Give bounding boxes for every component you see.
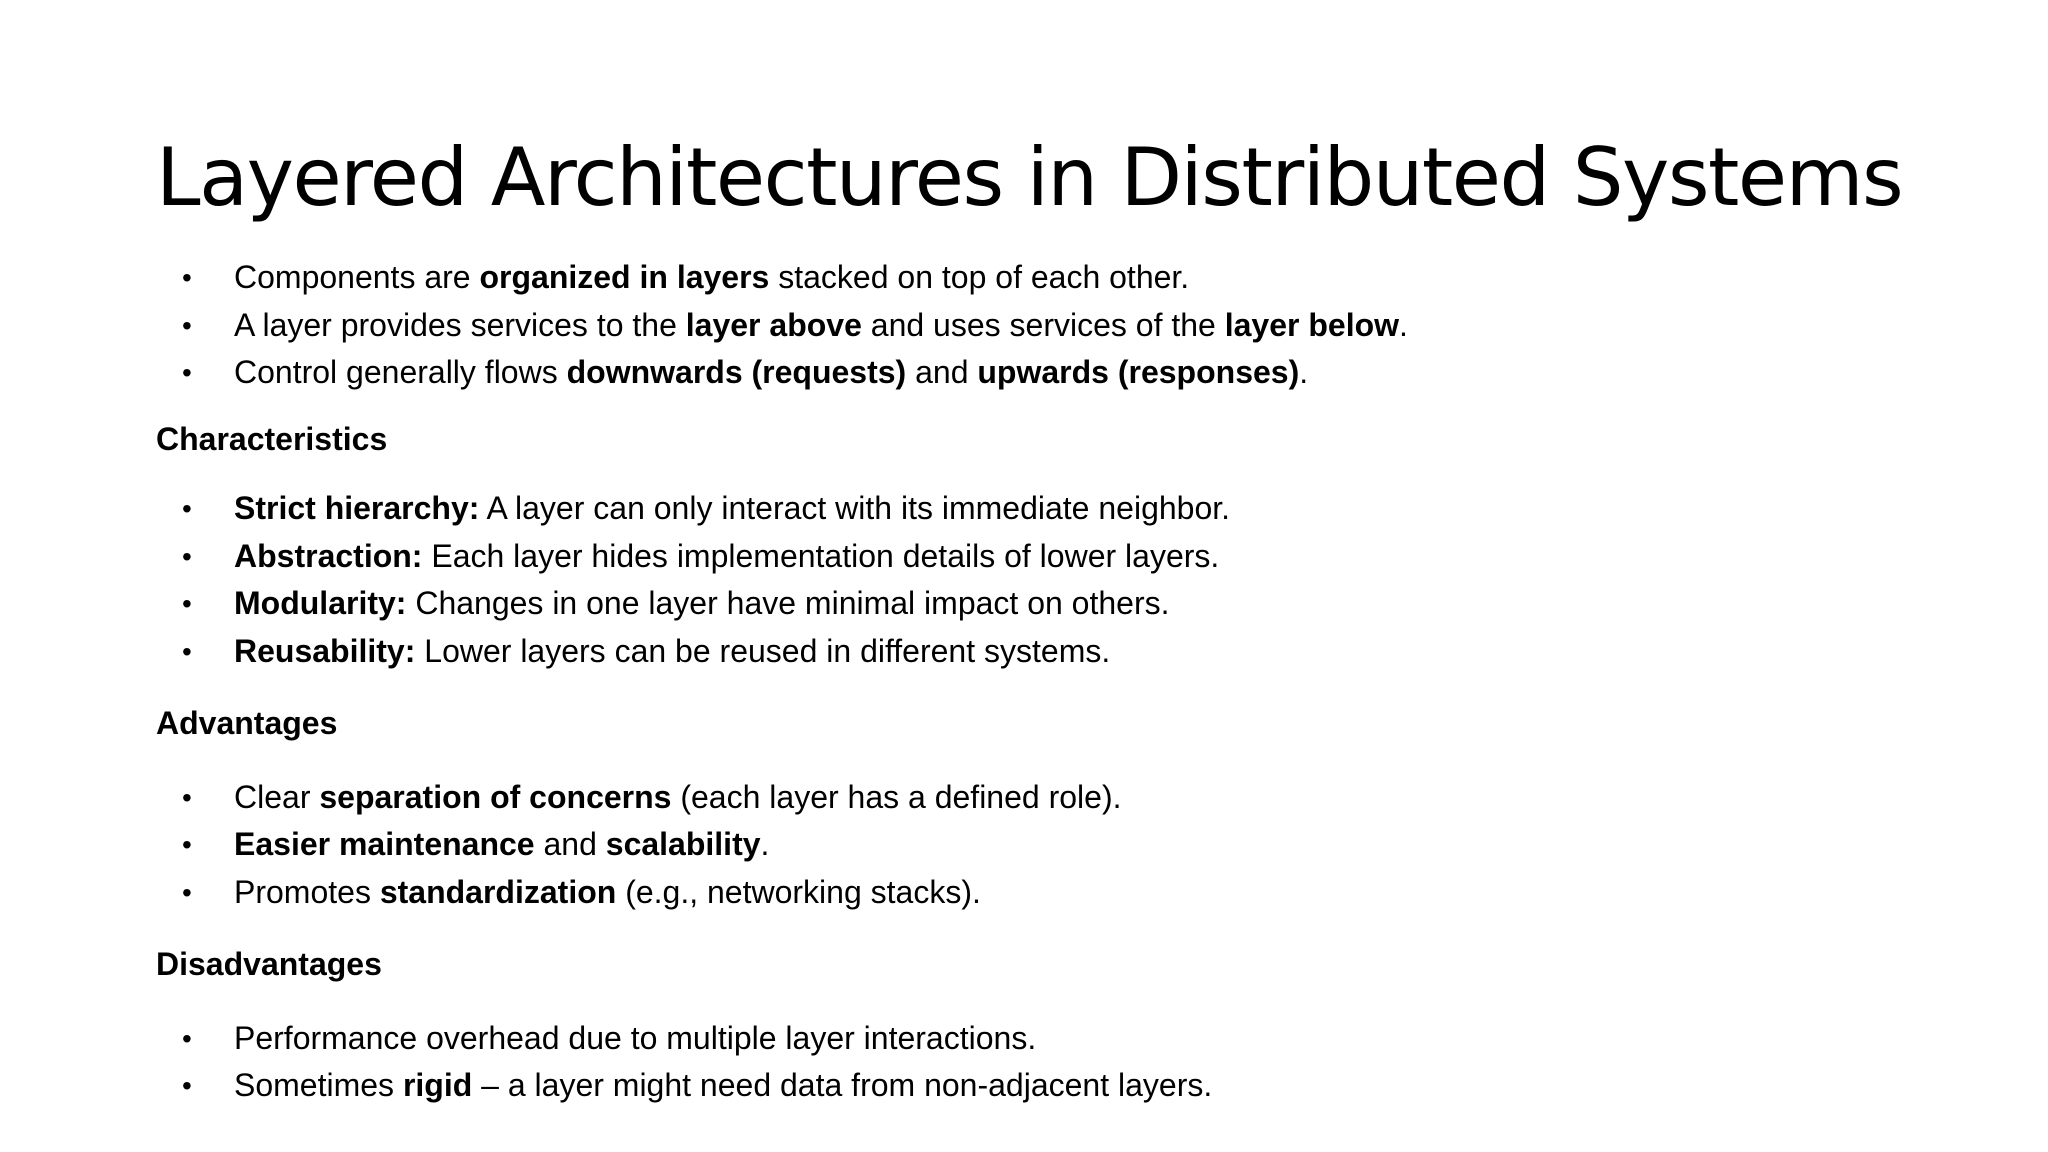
emphasis-text: rigid [402, 1067, 473, 1103]
emphasis-text: layer above [685, 306, 862, 343]
list-item [156, 580, 1956, 628]
list-item [156, 821, 1956, 869]
body-text: Sometimes [234, 1067, 403, 1103]
list-item [156, 254, 1956, 302]
slide-title: Layered Architectures in Distributed Systems [156, 131, 1903, 224]
bullet-icon: • [182, 262, 192, 293]
body-text: and uses services of the [861, 306, 1225, 343]
emphasis-text: downwards (requests) [566, 354, 907, 390]
list-item [156, 869, 1956, 917]
body-text: and [534, 826, 606, 862]
emphasis-text: layer below [1224, 306, 1400, 343]
body-text: – a layer might need data from non-adjacent layers. [472, 1067, 1213, 1103]
body-text: Lower layers can be reused in different systems. [415, 632, 1111, 669]
emphasis-text: Abstraction: [234, 537, 423, 574]
body-text: . [1299, 354, 1309, 390]
list-item [156, 774, 1956, 822]
bullet-icon: • [182, 357, 192, 388]
bullet-icon: • [182, 309, 192, 341]
body-text: . [1399, 306, 1408, 343]
list-item [156, 349, 1956, 397]
body-text: Changes in one layer have minimal impact on others. [406, 585, 1170, 621]
emphasis-text: standardization [379, 873, 617, 910]
body-text: Clear [234, 778, 320, 815]
characteristics-list [156, 485, 1956, 675]
bullet-icon: • [182, 876, 192, 908]
bullet-icon: • [182, 1022, 192, 1054]
body-text: (each layer has a defined role). [671, 778, 1122, 815]
emphasis-text: Reusability: [234, 632, 416, 669]
list-item [156, 533, 1956, 581]
list-item [156, 485, 1956, 533]
body-text: Control generally flows [234, 354, 567, 390]
emphasis-text: Modularity: [234, 585, 407, 621]
list-item [156, 628, 1956, 676]
disadvantages-list [156, 1015, 1956, 1110]
bullet-icon: • [182, 588, 192, 619]
slide-content [156, 254, 1956, 1110]
intro-list [156, 254, 1956, 397]
list-item [156, 1015, 1956, 1063]
bullet-icon: • [182, 1070, 192, 1101]
disadvantages-heading: Disadvantages [156, 946, 382, 982]
body-text: Promotes [234, 873, 380, 910]
body-text: Each layer hides implementation details of lower layers. [422, 537, 1220, 574]
emphasis-text: upwards (responses) [977, 354, 1300, 390]
emphasis-text: organized in layers [479, 259, 770, 295]
emphasis-text: Easier maintenance [234, 826, 535, 862]
list-item [156, 1062, 1956, 1110]
body-text: A layer provides services to the [234, 306, 686, 343]
body-text: and [906, 354, 978, 390]
body-text: . [760, 826, 770, 862]
body-text: stacked on top of each other. [769, 259, 1190, 295]
bullet-icon: • [182, 493, 192, 524]
emphasis-text: separation of concerns [319, 778, 672, 815]
body-text: Performance overhead due to multiple layer interactions. [234, 1019, 1037, 1056]
body-text: Components are [234, 259, 480, 295]
emphasis-text: Strict hierarchy: [234, 490, 480, 526]
body-text: A layer can only interact with its immediate neighbor. [479, 490, 1231, 526]
bullet-icon: • [182, 540, 192, 572]
bullet-icon: • [182, 781, 192, 813]
advantages-heading: Advantages [156, 705, 338, 741]
bullet-icon: • [182, 635, 192, 667]
bullet-icon: • [182, 829, 192, 860]
characteristics-heading: Characteristics [156, 420, 388, 457]
list-item [156, 302, 1956, 350]
advantages-list [156, 774, 1956, 917]
body-text: (e.g., networking stacks). [616, 873, 981, 910]
emphasis-text: scalability [605, 826, 761, 862]
